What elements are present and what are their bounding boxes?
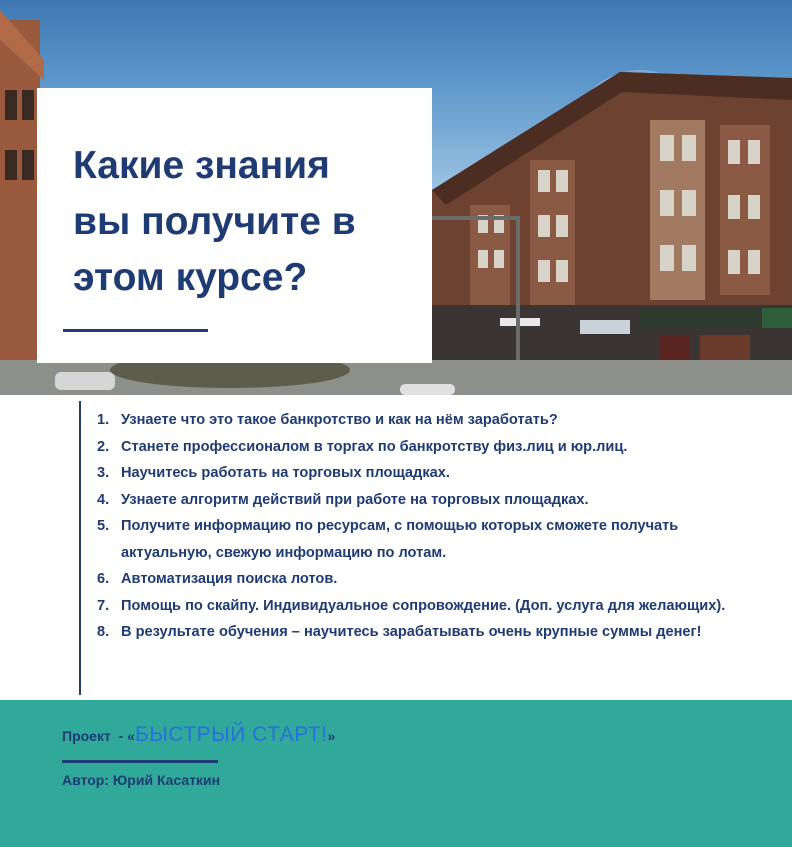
footer-band: [0, 700, 792, 847]
list-item: [97, 407, 769, 434]
title-card: [37, 88, 432, 363]
project-prefix: Проект - «: [62, 728, 135, 744]
list-item: [97, 434, 769, 461]
list-item-number: 7.: [97, 597, 110, 614]
list-item-number: 1.: [97, 412, 110, 428]
list-item: [97, 460, 769, 487]
title-line-2: вы получите в: [73, 200, 356, 243]
list-item-text: Автоматизация поиска лотов.: [121, 571, 338, 587]
list-item-text: В результате обучения – научитесь зарабатывать очень крупные суммы денег!: [121, 624, 702, 640]
title-line-3: этом курсе?: [73, 256, 308, 299]
list-item-number: 2.: [97, 438, 110, 455]
project-name: БЫСТРЫЙ СТАРТ!: [134, 723, 328, 746]
title-line-1: Какие знания: [73, 144, 330, 187]
list-item-text: Получите информацию по ресурсам, с помощью которых сможете получать актуальную, свежую информацию по лотам.: [121, 518, 679, 561]
benefits-list-container: [79, 401, 769, 695]
title-underline: [63, 329, 208, 332]
list-item-number: 6.: [97, 571, 110, 587]
list-item: [97, 619, 769, 646]
project-suffix: »: [327, 728, 336, 744]
list-item-number: 5.: [97, 518, 110, 534]
page-title: [73, 138, 413, 306]
list-item-text: Узнаете алгоритм действий при работе на торговых площадках.: [121, 491, 589, 508]
footer-underline: [62, 760, 218, 763]
author-line: Автор: Юрий Касаткин: [62, 772, 221, 788]
list-item: [97, 487, 769, 514]
list-item-number: 3.: [97, 465, 110, 481]
list-item: [97, 513, 769, 566]
list-item-text: Научитесь работать на торговых площадках.: [121, 465, 450, 481]
list-item-number: 8.: [97, 624, 110, 640]
project-line: [62, 723, 335, 747]
list-item-text: Помощь по скайпу. Индивидуальное сопровождение. (Доп. услуга для желающих).: [121, 597, 726, 614]
benefits-list: [81, 401, 769, 646]
list-item-text: Узнаете что это такое банкротство и как на нём заработать?: [121, 412, 558, 428]
list-item-text: Станете профессионалом в торгах по банкротству физ.лиц и юр.лиц.: [121, 438, 628, 455]
list-item-number: 4.: [97, 491, 110, 508]
list-item: [97, 593, 769, 620]
list-item: [97, 566, 769, 593]
